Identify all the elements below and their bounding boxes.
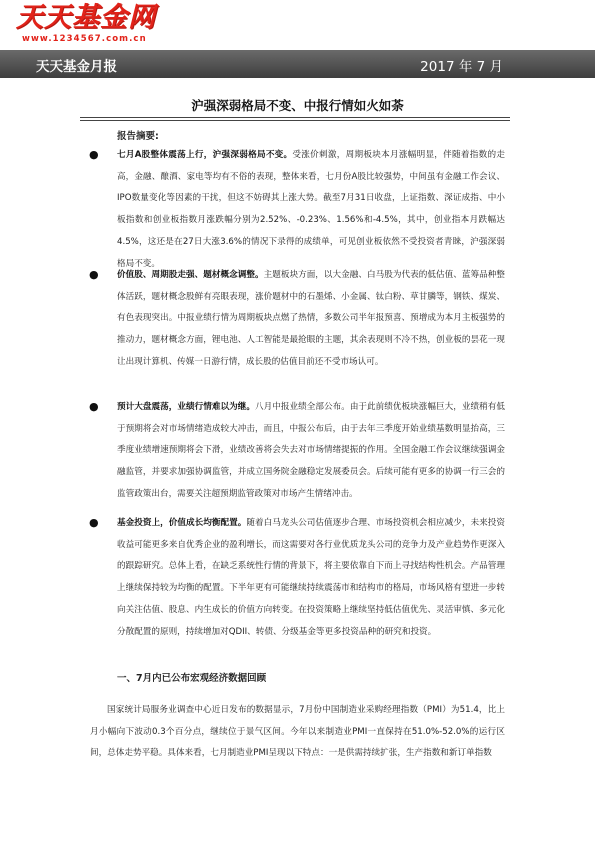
summary-lead-3: 预计大盘震荡，业绩行情难以为继。 [117,402,255,412]
report-name: 天天基金月报 [36,59,117,75]
bullet-icon: ● [89,400,99,413]
site-logo[interactable] [16,2,156,44]
body-paragraph: 国家统计局服务业调查中心近日发布的数据显示，7月份中国制造业采购经理指数（PMI）为51.4，比上月小幅向下波动0.3个百分点，继续位于景气区间。今年以来制造业PMI一直保持在51.0%-52.0%的运行区间，总体走势平稳。具体来看，七月制造业PMI呈现以下特点：一是供需持续扩张，生产指数和新订单指数 [90,705,505,759]
summary-lead-1: 七月A股整体震荡上行，沪强深弱格局不变。 [117,150,293,160]
summary-paragraph-1 [117,145,505,275]
report-header-bar [0,50,595,78]
section-heading: 一、7月内已公布宏观经济数据回顾 [117,673,267,684]
report-date: 2017 年 7 月 [420,59,503,75]
summary-paragraph-3 [117,397,505,506]
summary-label: 报告摘要: [117,131,159,142]
report-title: 沪强深弱格局不变、中报行情如火如荼 [191,98,404,113]
bullet-icon: ● [89,268,99,281]
summary-text-3: 八月中报业绩全部公布。由于此前绩优板块涨幅巨大，业绩稍有低于预期将会对市场情绪造成较大冲击，而且，中报公布后，由于去年三季度开始业绩基数明显抬高，三季度业绩增速预期将会下滑，业绩改善将会失去对市场情绪提振的作用。全国金融工作会议继续强调金融监管，并要求加强协调监管，并成立国务院金融稳定发展委员会。后续可能有更多的协调一行三会的监管政策出台，需要关注超预期监管政策对市场产生情绪冲击。 [117,402,505,499]
logo-text: 天天基金网 [16,2,156,33]
summary-text-2: 主题板块方面，以大金融、白马股为代表的低估值、蓝筹品种整体活跃，题材概念股鲜有亮眼表现，涨价题材中的石墨烯、小金属、钛白粉、草甘膦等，钢铁、煤炭、有色表现突出。中报业绩行情为周期板块点燃了热情，多数公司半年报预喜、预增成为本月主板强势的推动力，题材概念方面，锂电池、人工智能是最抢眼的主题，其余表现则不冷不热，创业板的昙花一现让出现计算机、传媒一日游行情，成长股的估值目前还不受市场认可。 [117,270,505,367]
title-divider [80,117,510,118]
site-header [0,0,595,50]
logo-url: www.1234567.com.cn [22,34,147,44]
summary-text-1: 受涨价刺激，周期板块本月涨幅明显，伴随着指数的走高，金融、酿酒、家电等均有不俗的表现，整体来看，七月份A股比较强势，中间虽有金融工作会议、IPO数量变化等因素的干扰，但这不妨碍其上涨大势。截至7月31日收盘，上证指数、深证成指、中小板指数和创业板指数月涨跌幅分别为2.52%、-0.23%、1.56%和-4.5%，其中，创业指本月跌幅达4.5%，这还是在27日大涨3.6%的情况下录得的成绩单，可见创业板依然不受投资者青睐，沪强深弱格局不变。 [117,150,505,269]
summary-text-4: 随着白马龙头公司估值逐步合理、市场投资机会相应减少，未来投资收益可能更多来自优秀企业的盈利增长，而这需要对各行业优质龙头公司的竞争力及产业趋势作更深入的跟踪研究。总体上看，在缺乏系统性行情的背景下，将主要依靠自下而上寻找结构性机会。产品管理上继续保持较为均衡的配置。下半年更有可能继续持续震荡市和结构市的格局，市场风格有望进一步转向关注估值、股息、内生成长的价值方向转变。在投资策略上继续坚持低估值优先、灵活审慎、多元化分散配置的原则，持续增加对QDII、转债、分级基金等更多投资品种的研究和投资。 [117,518,505,637]
summary-lead-2: 价值股、周期股走强、题材概念调整。 [117,270,264,280]
bullet-icon: ● [89,148,99,161]
bullet-icon: ● [89,516,99,529]
title-divider-second [80,120,510,121]
summary-paragraph-2 [117,265,505,374]
summary-paragraph-4 [117,513,505,643]
summary-lead-4: 基金投资上，价值成长均衡配置。 [117,518,247,528]
